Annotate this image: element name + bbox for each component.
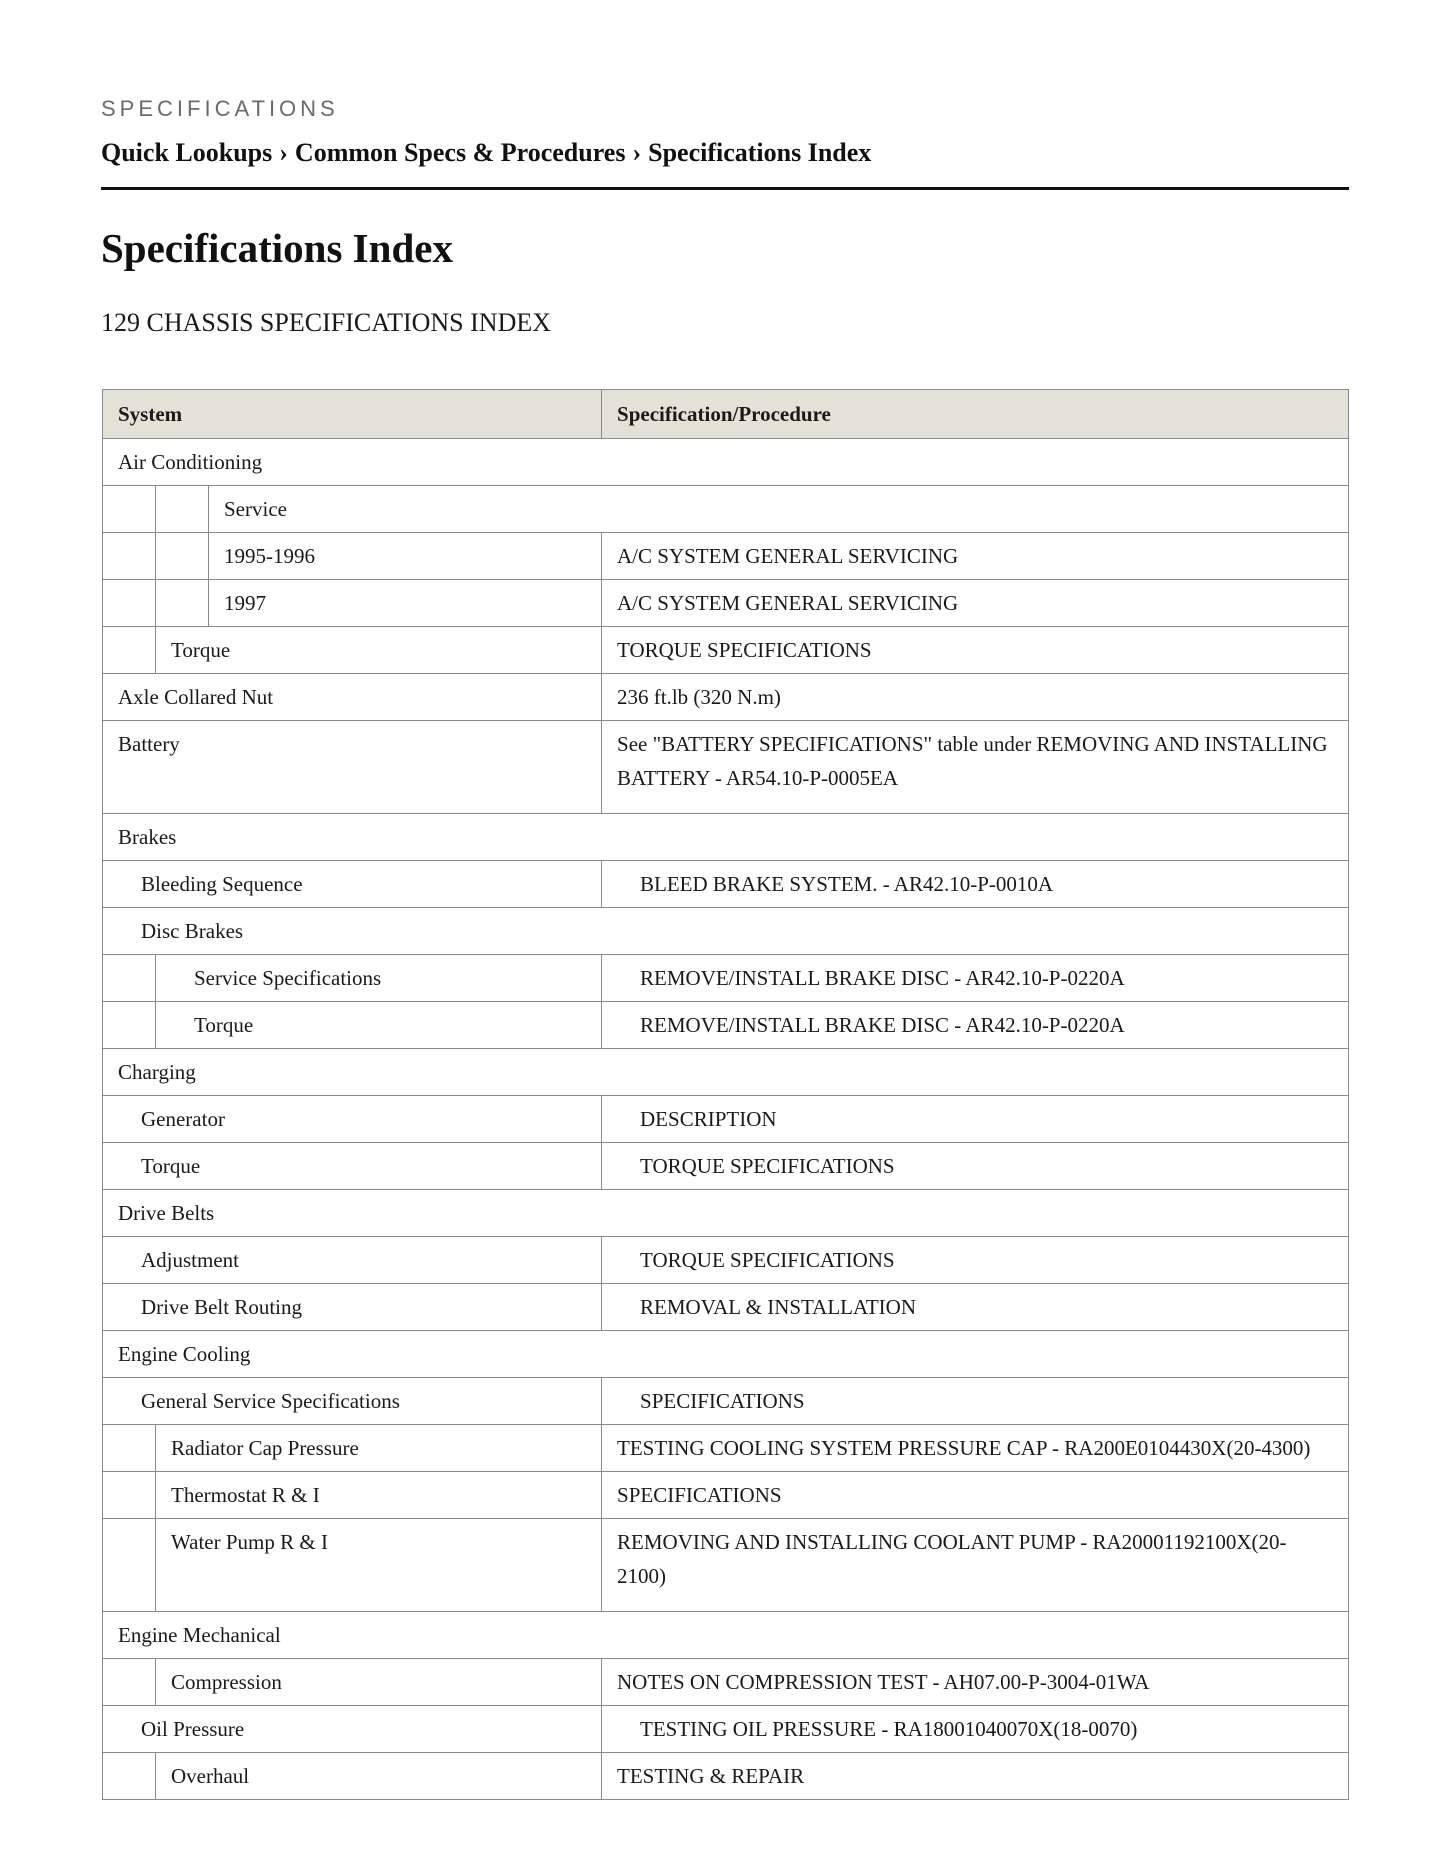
- header-divider: [101, 187, 1349, 190]
- breadcrumb-item-quick-lookups[interactable]: Quick Lookups: [101, 138, 273, 167]
- spec-link[interactable]: TESTING COOLING SYSTEM PRESSURE CAP - RA200E0104430X(20-4300): [602, 1425, 1349, 1472]
- breadcrumb-separator: ›: [632, 138, 642, 167]
- system-cell: Torque: [156, 1002, 602, 1049]
- indent-cell: [103, 1472, 156, 1519]
- spec-link[interactable]: REMOVE/INSTALL BRAKE DISC - AR42.10-P-0220A: [602, 1002, 1349, 1049]
- table-row: [103, 1519, 1349, 1612]
- indent-cell: [156, 486, 209, 533]
- table-row: [103, 1190, 1349, 1237]
- system-cell: Compression: [156, 1659, 602, 1706]
- column-header-spec: Specification/Procedure: [602, 390, 1349, 439]
- system-cell: Battery: [103, 721, 602, 814]
- indent-cell: [103, 1519, 156, 1612]
- indent-cell: [156, 533, 209, 580]
- table-row: [103, 861, 1349, 908]
- table-row: [103, 908, 1349, 955]
- spec-link[interactable]: REMOVE/INSTALL BRAKE DISC - AR42.10-P-0220A: [602, 955, 1349, 1002]
- table-row: [103, 955, 1349, 1002]
- spec-link[interactable]: See "BATTERY SPECIFICATIONS" table under REMOVING AND INSTALLING BATTERY - AR54.10-P-0005EA: [602, 721, 1349, 814]
- system-cell: Radiator Cap Pressure: [156, 1425, 602, 1472]
- system-cell: Oil Pressure: [103, 1706, 602, 1753]
- system-cell: Overhaul: [156, 1753, 602, 1800]
- spec-link[interactable]: DESCRIPTION: [602, 1096, 1349, 1143]
- system-cell: Service: [209, 486, 1349, 533]
- page-title: Specifications Index: [101, 225, 453, 271]
- breadcrumb-item-common-specs[interactable]: Common Specs & Procedures: [294, 138, 626, 167]
- table-row: [103, 721, 1349, 814]
- system-cell: Torque: [103, 1143, 602, 1190]
- system-cell: Thermostat R & I: [156, 1472, 602, 1519]
- system-cell: Torque: [156, 627, 602, 674]
- category-cell: Engine Mechanical: [103, 1612, 1349, 1659]
- table-row: [103, 1706, 1349, 1753]
- indent-cell: [103, 1002, 156, 1049]
- spec-link[interactable]: TORQUE SPECIFICATIONS: [602, 627, 1349, 674]
- section-eyebrow: SPECIFICATIONS: [101, 96, 339, 121]
- category-cell: Charging: [103, 1049, 1349, 1096]
- table-row: [103, 533, 1349, 580]
- system-cell: 1997: [209, 580, 602, 627]
- spec-link[interactable]: TORQUE SPECIFICATIONS: [602, 1237, 1349, 1284]
- table-row: [103, 1002, 1349, 1049]
- spec-link[interactable]: REMOVAL & INSTALLATION: [602, 1284, 1349, 1331]
- system-cell: Water Pump R & I: [156, 1519, 602, 1612]
- table-row: [103, 1425, 1349, 1472]
- breadcrumb: [101, 138, 871, 168]
- section-title: 129 CHASSIS SPECIFICATIONS INDEX: [101, 308, 552, 337]
- spec-link[interactable]: SPECIFICATIONS: [602, 1472, 1349, 1519]
- table-row: [103, 1049, 1349, 1096]
- indent-cell: [103, 627, 156, 674]
- table-row: [103, 486, 1349, 533]
- table-row: [103, 1612, 1349, 1659]
- table-row: [103, 1096, 1349, 1143]
- table-row: [103, 1237, 1349, 1284]
- spec-link[interactable]: BLEED BRAKE SYSTEM. - AR42.10-P-0010A: [602, 861, 1349, 908]
- table-row: [103, 1472, 1349, 1519]
- table-row: [103, 1284, 1349, 1331]
- system-cell: Generator: [103, 1096, 602, 1143]
- system-cell: Service Specifications: [156, 955, 602, 1002]
- spec-link[interactable]: REMOVING AND INSTALLING COOLANT PUMP - RA20001192100X(20-2100): [602, 1519, 1349, 1612]
- table-row: [103, 627, 1349, 674]
- category-cell: Air Conditioning: [103, 439, 1349, 486]
- table-row: [103, 1378, 1349, 1425]
- spec-link[interactable]: SPECIFICATIONS: [602, 1378, 1349, 1425]
- table-row: [103, 439, 1349, 486]
- indent-cell: [156, 580, 209, 627]
- table-row: [103, 1659, 1349, 1706]
- table-row: [103, 580, 1349, 627]
- subcategory-cell: Disc Brakes: [103, 908, 1349, 955]
- system-cell: General Service Specifications: [103, 1378, 602, 1425]
- category-cell: Drive Belts: [103, 1190, 1349, 1237]
- category-cell: Brakes: [103, 814, 1349, 861]
- indent-cell: [103, 1425, 156, 1472]
- breadcrumb-separator: ›: [279, 138, 288, 167]
- table-row: [103, 1331, 1349, 1378]
- spec-link[interactable]: A/C SYSTEM GENERAL SERVICING: [602, 533, 1349, 580]
- system-cell: Axle Collared Nut: [103, 674, 602, 721]
- table-row: [103, 1143, 1349, 1190]
- system-cell: Adjustment: [103, 1237, 602, 1284]
- column-header-system: System: [103, 390, 602, 439]
- table-row: [103, 1753, 1349, 1800]
- specifications-table: [102, 389, 1349, 1800]
- system-cell: Bleeding Sequence: [103, 861, 602, 908]
- spec-link[interactable]: TESTING & REPAIR: [602, 1753, 1349, 1800]
- indent-cell: [103, 533, 156, 580]
- category-cell: Engine Cooling: [103, 1331, 1349, 1378]
- spec-link[interactable]: A/C SYSTEM GENERAL SERVICING: [602, 580, 1349, 627]
- system-cell: 1995-1996: [209, 533, 602, 580]
- table-row: [103, 814, 1349, 861]
- indent-cell: [103, 1753, 156, 1800]
- indent-cell: [103, 1659, 156, 1706]
- table-header-row: [103, 390, 1349, 439]
- spec-link[interactable]: TORQUE SPECIFICATIONS: [602, 1143, 1349, 1190]
- indent-cell: [103, 955, 156, 1002]
- spec-link[interactable]: TESTING OIL PRESSURE - RA18001040070X(18-0070): [602, 1706, 1349, 1753]
- table-row: [103, 674, 1349, 721]
- spec-value: 236 ft.lb (320 N.m): [602, 674, 1349, 721]
- spec-link[interactable]: NOTES ON COMPRESSION TEST - AH07.00-P-3004-01WA: [602, 1659, 1349, 1706]
- indent-cell: [103, 580, 156, 627]
- breadcrumb-item-specifications-index: Specifications Index: [648, 138, 872, 167]
- system-cell: Drive Belt Routing: [103, 1284, 602, 1331]
- indent-cell: [103, 486, 156, 533]
